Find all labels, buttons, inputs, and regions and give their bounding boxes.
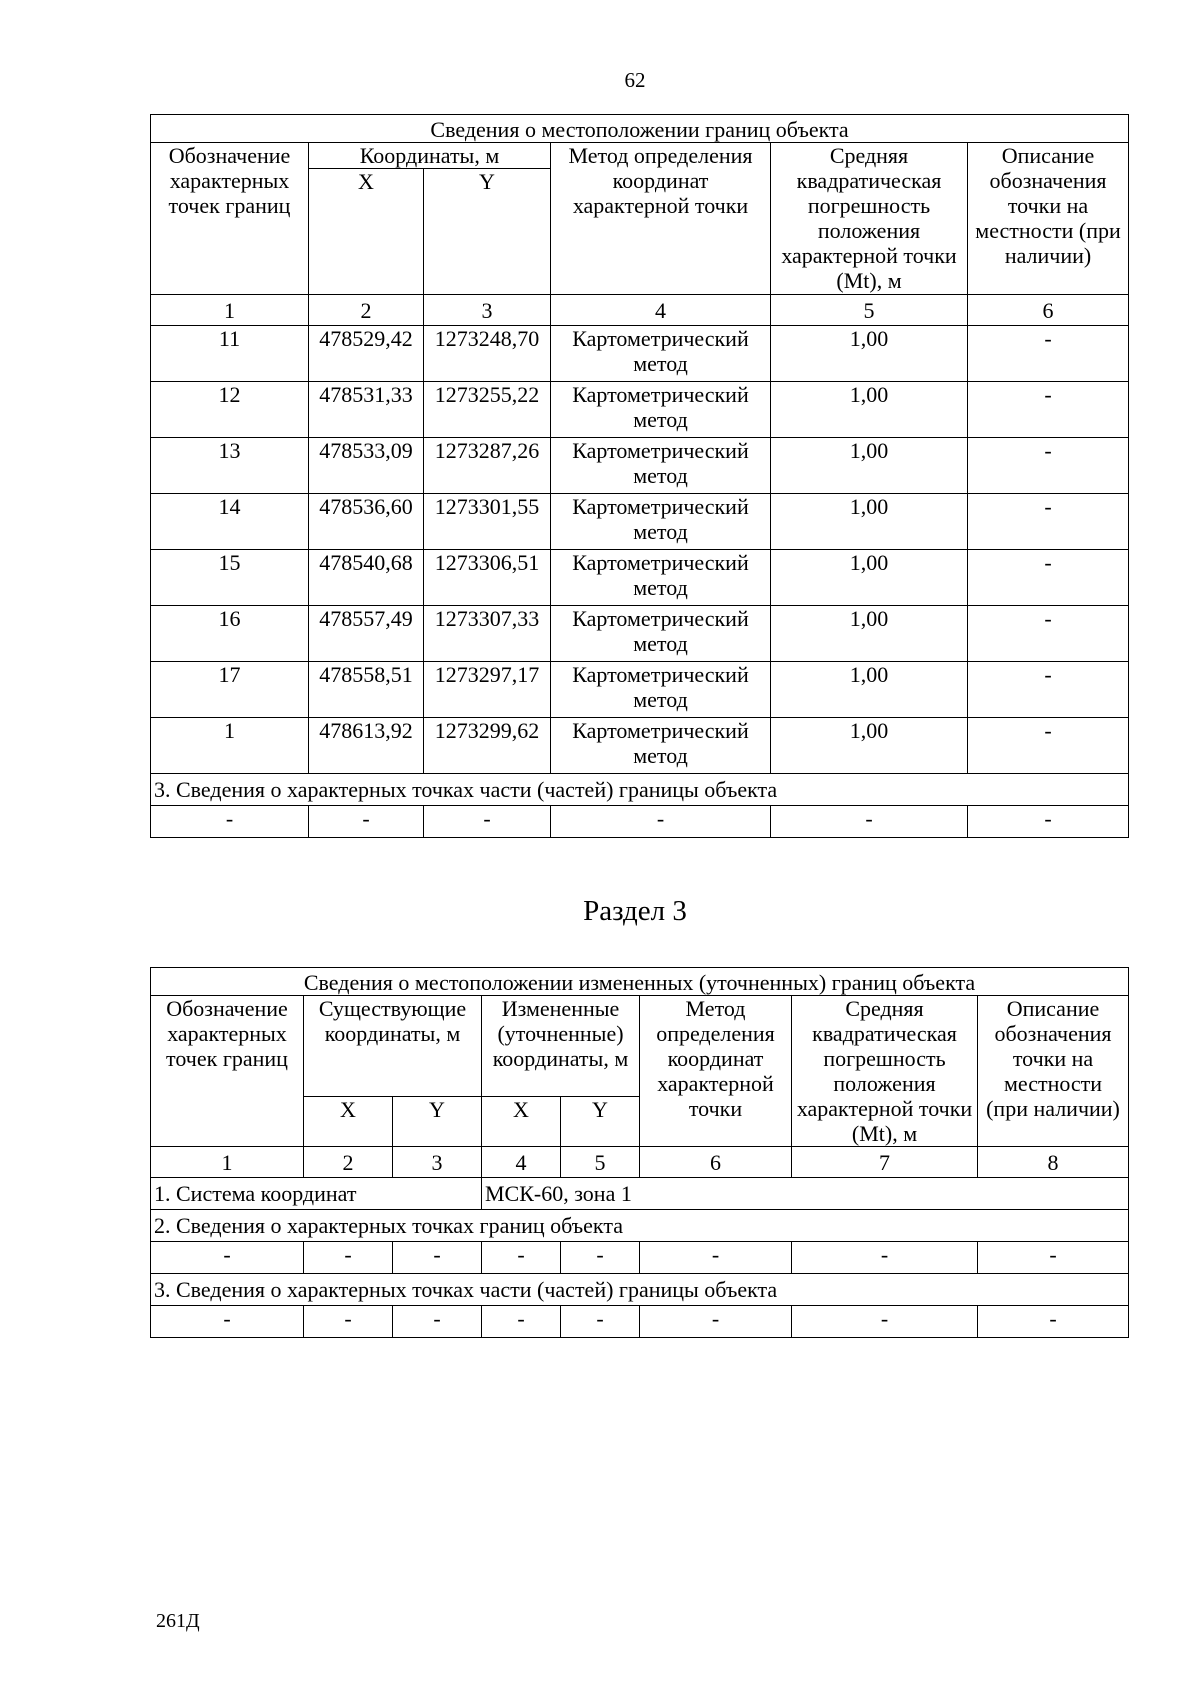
parts-heading: 3. Сведения о характерных точках части (частей) границы объекта xyxy=(151,774,1129,806)
column-number: 3 xyxy=(424,295,551,326)
cell-y: 1273255,22 xyxy=(424,382,551,438)
cell-y: 1273299,62 xyxy=(424,718,551,774)
cell-x: 478536,60 xyxy=(309,494,424,550)
cell-method: Картометрический метод xyxy=(551,550,771,606)
cell-method: Картометрический метод xyxy=(551,382,771,438)
column-number: 7 xyxy=(792,1147,978,1178)
column-number: 6 xyxy=(968,295,1129,326)
header-y: Y xyxy=(424,169,551,295)
table-caption: Сведения о местоположении измененных (уточненных) границ объекта xyxy=(151,968,1129,996)
table-row xyxy=(151,326,1129,382)
cell-x: 478558,51 xyxy=(309,662,424,718)
header-changed-x: X xyxy=(482,1096,561,1146)
cell-point: 13 xyxy=(151,438,309,494)
empty-cell: - xyxy=(304,1306,393,1338)
header-point: Обозначение характерных точек границ xyxy=(151,143,309,295)
cell-error: 1,00 xyxy=(771,494,968,550)
header-x: X xyxy=(309,169,424,295)
cell-x: 478529,42 xyxy=(309,326,424,382)
cell-x: 478613,92 xyxy=(309,718,424,774)
table-row xyxy=(151,438,1129,494)
empty-cell: - xyxy=(978,1242,1129,1274)
empty-cell: - xyxy=(968,806,1129,838)
header-point: Обозначение характерных точек границ xyxy=(151,996,304,1147)
header-existing-y: Y xyxy=(393,1096,482,1146)
cell-point: 11 xyxy=(151,326,309,382)
cell-description: - xyxy=(968,550,1129,606)
cell-y: 1273248,70 xyxy=(424,326,551,382)
cell-error: 1,00 xyxy=(771,606,968,662)
cell-x: 478531,33 xyxy=(309,382,424,438)
boundary-coordinates-table xyxy=(150,114,1129,838)
cell-error: 1,00 xyxy=(771,550,968,606)
empty-cell: - xyxy=(304,1242,393,1274)
cell-method: Картометрический метод xyxy=(551,662,771,718)
footer-code: 261Д xyxy=(156,1610,200,1632)
table-row xyxy=(151,662,1129,718)
cell-y: 1273307,33 xyxy=(424,606,551,662)
header-changed-coordinates: Измененные (уточненные) координаты, м xyxy=(482,996,640,1097)
cell-method: Картометрический метод xyxy=(551,718,771,774)
empty-row xyxy=(151,806,1129,838)
cell-point: 17 xyxy=(151,662,309,718)
parts-heading: 3. Сведения о характерных точках части (частей) границы объекта xyxy=(151,1274,1129,1306)
column-number-row xyxy=(151,295,1129,326)
header-method: Метод определения координат характерной точки xyxy=(551,143,771,295)
cell-description: - xyxy=(968,718,1129,774)
column-number: 3 xyxy=(393,1147,482,1178)
empty-cell: - xyxy=(424,806,551,838)
empty-cell: - xyxy=(640,1306,792,1338)
column-number-row xyxy=(151,1147,1129,1178)
empty-cell: - xyxy=(771,806,968,838)
cell-method: Картометрический метод xyxy=(551,326,771,382)
header-method: Метод определения координат характерной точки xyxy=(640,996,792,1147)
column-number: 2 xyxy=(309,295,424,326)
column-number: 8 xyxy=(978,1147,1129,1178)
cell-point: 16 xyxy=(151,606,309,662)
cell-description: - xyxy=(968,662,1129,718)
empty-cell: - xyxy=(792,1242,978,1274)
empty-row xyxy=(151,1306,1129,1338)
empty-cell: - xyxy=(393,1242,482,1274)
cell-error: 1,00 xyxy=(771,438,968,494)
header-error: Средняя квадратическая погрешность положения характерной точки (Mt), м xyxy=(771,143,968,295)
section-title: Раздел 3 xyxy=(583,895,687,927)
cell-description: - xyxy=(968,382,1129,438)
column-number: 1 xyxy=(151,1147,304,1178)
column-number: 4 xyxy=(551,295,771,326)
column-number: 6 xyxy=(640,1147,792,1178)
cell-x: 478557,49 xyxy=(309,606,424,662)
cell-error: 1,00 xyxy=(771,326,968,382)
cell-point: 1 xyxy=(151,718,309,774)
column-number: 4 xyxy=(482,1147,561,1178)
coordinate-system-label: 1. Система координат xyxy=(151,1178,482,1210)
cell-error: 1,00 xyxy=(771,718,968,774)
cell-point: 12 xyxy=(151,382,309,438)
page-number: 62 xyxy=(624,68,646,92)
empty-cell: - xyxy=(151,806,309,838)
table-row xyxy=(151,494,1129,550)
empty-cell: - xyxy=(792,1306,978,1338)
cell-description: - xyxy=(968,606,1129,662)
header-description: Описание обозначения точки на местности (при наличии) xyxy=(978,996,1129,1147)
empty-cell: - xyxy=(482,1306,561,1338)
table-row xyxy=(151,718,1129,774)
empty-cell: - xyxy=(640,1242,792,1274)
header-coordinates: Координаты, м xyxy=(309,143,551,169)
cell-y: 1273301,55 xyxy=(424,494,551,550)
cell-method: Картометрический метод xyxy=(551,494,771,550)
empty-cell: - xyxy=(551,806,771,838)
table-row xyxy=(151,606,1129,662)
header-existing-x: X xyxy=(304,1096,393,1146)
cell-x: 478540,68 xyxy=(309,550,424,606)
points-heading: 2. Сведения о характерных точках границ объекта xyxy=(151,1210,1129,1242)
empty-row xyxy=(151,1242,1129,1274)
cell-method: Картометрический метод xyxy=(551,606,771,662)
empty-cell: - xyxy=(151,1306,304,1338)
empty-cell: - xyxy=(393,1306,482,1338)
table-row xyxy=(151,550,1129,606)
header-changed-y: Y xyxy=(561,1096,640,1146)
column-number: 2 xyxy=(304,1147,393,1178)
cell-method: Картометрический метод xyxy=(551,438,771,494)
empty-cell: - xyxy=(978,1306,1129,1338)
cell-point: 14 xyxy=(151,494,309,550)
column-number: 1 xyxy=(151,295,309,326)
table-row xyxy=(151,382,1129,438)
header-description: Описание обозначения точки на местности (при наличии) xyxy=(968,143,1129,295)
header-existing-coordinates: Существующие координаты, м xyxy=(304,996,482,1097)
cell-description: - xyxy=(968,326,1129,382)
cell-description: - xyxy=(968,494,1129,550)
cell-error: 1,00 xyxy=(771,662,968,718)
cell-point: 15 xyxy=(151,550,309,606)
empty-cell: - xyxy=(482,1242,561,1274)
column-number: 5 xyxy=(561,1147,640,1178)
empty-cell: - xyxy=(309,806,424,838)
cell-error: 1,00 xyxy=(771,382,968,438)
cell-x: 478533,09 xyxy=(309,438,424,494)
header-error: Средняя квадратическая погрешность положения характерной точки (Mt), м xyxy=(792,996,978,1147)
table-caption: Сведения о местоположении границ объекта xyxy=(151,115,1129,143)
column-number: 5 xyxy=(771,295,968,326)
empty-cell: - xyxy=(561,1306,640,1338)
empty-cell: - xyxy=(151,1242,304,1274)
cell-y: 1273297,17 xyxy=(424,662,551,718)
cell-description: - xyxy=(968,438,1129,494)
coordinate-system-value: МСК-60, зона 1 xyxy=(482,1178,1129,1210)
cell-y: 1273306,51 xyxy=(424,550,551,606)
empty-cell: - xyxy=(561,1242,640,1274)
changed-boundary-coordinates-table xyxy=(150,967,1129,1338)
cell-y: 1273287,26 xyxy=(424,438,551,494)
